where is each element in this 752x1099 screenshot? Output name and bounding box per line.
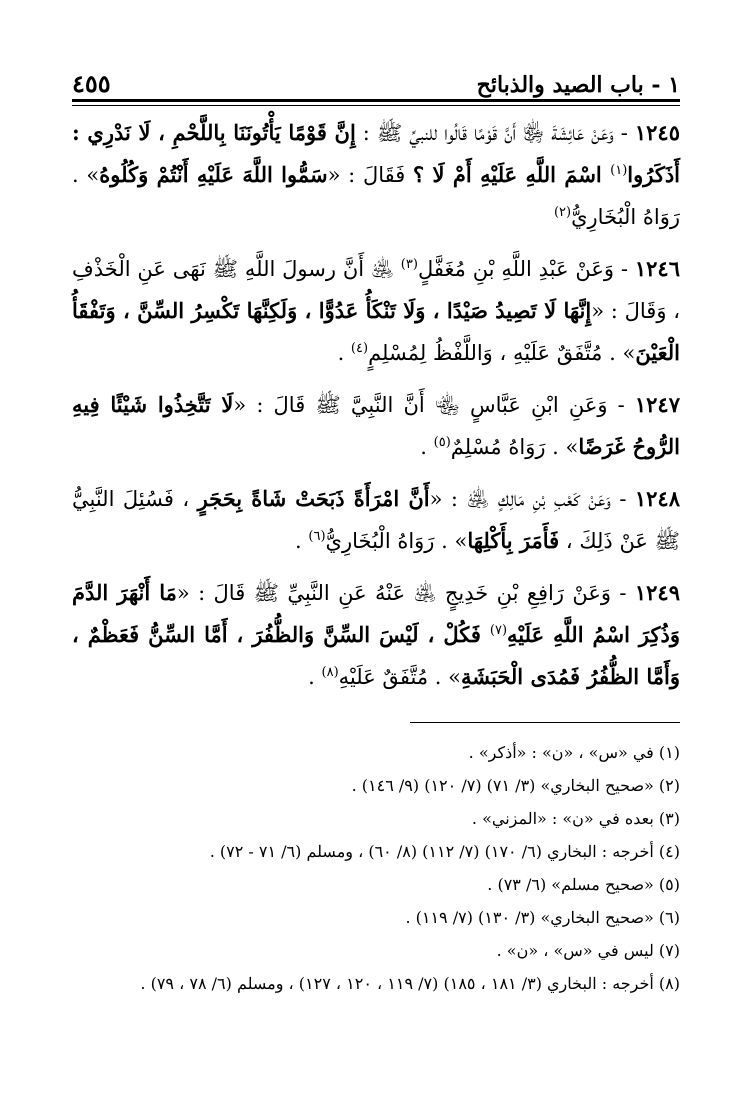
- hadith-quote: مَا أَنْهَرَ الدَّمَ وَذُكِرَ اسْمُ اللَّهِ عَلَيْهِ: [72, 580, 680, 647]
- hadith-quote: فَأَمَرَ بِأَكْلِهَا: [467, 528, 560, 553]
- hadith-source: » . مُتَّفَقٌ عَلَيْهِ: [338, 665, 462, 689]
- footnote-2: (٢) «صحيح البخاري» (٣/ ٧١) (٧/ ١٢٠) (٩/ ١٤٦) .: [351, 776, 680, 795]
- hadith-1246: ١٢٤٦ - وَعَنْ عَبْدِ اللَّهِ بْنِ مُغَفَّلٍ$^{(٣)}$ ﵁ أَنَّ رسولَ اللَّهِ ﷺ نَهَى عَنِ الْخَذْفِ ، وَقَالَ : «إِنَّهَا لَا تَصِيدُ صَيْدًا ، وَلَا تَنْكَأُ عَدُوًّا ، وَلَكِنَّهَا تَكْسِرُ السِّنَّ ، وَتَفْقَأُ الْعَيْنَ» . مُتَّفَقٌ عَلَيْهِ ، وَاللَّفْظُ لِمُسْلِمٍ$^{(٤)}$ .: [72, 256, 680, 365]
- hadith-number: ١٢٤٩: [634, 580, 680, 605]
- hadith-quote: لَا تَتَّخِذُوا شَيْئًا فِيهِ الرُّوحُ غَرَضًا: [72, 392, 680, 459]
- page-header: [72, 56, 680, 96]
- footnote-ref: (٦): [308, 529, 326, 544]
- footnote-3: (٣) بعده في «ن» : «المزني» .: [471, 809, 680, 828]
- footnotes: [72, 736, 680, 1000]
- footnote-ref: (٤): [350, 341, 369, 356]
- hadith-number: ١٢٤٦: [634, 256, 680, 281]
- hadith-source: » . رَوَاهُ مُسْلِمٌ: [450, 435, 579, 459]
- hadith-source: » . رَوَاهُ الْبُخَارِيُّ: [72, 163, 680, 229]
- footnote-7: (٧) ليس في «س» ، «ن» .: [496, 941, 680, 960]
- hadith-1248: ١٢٤٨ - وَعَنْ كَعْبِ بْنِ مَالِكٍ ﵁ : «أَنَّ امْرَأَةً ذَبَحَتْ شَاةً بِحَجَرٍ ، فَسُئِلَ النَّبِيُّ ﷺ عَنْ ذَلِكَ ، فَأَمَرَ بِأَكْلِهَا» . رَوَاهُ الْبُخَارِيُّ$^{(٦)}$ .: [72, 486, 680, 553]
- hadith-1245: [72, 112, 680, 238]
- hadith-text: - وَعَنْ رَافِعِ بْنِ خَدِيجٍ ﵁ عَنْهُ عَنِ النَّبِيِّ ﷺ قَالَ : «: [176, 581, 635, 605]
- page-number: ٤٥٥: [72, 69, 111, 98]
- hadith-quote: اسْمَ اللَّهِ عَلَيْهِ أَمْ لَا ؟: [413, 162, 611, 187]
- hadith-1249: ١٢٤٩ - وَعَنْ رَافِعِ بْنِ خَدِيجٍ ﵁ عَنْهُ عَنِ النَّبِيِّ ﷺ قَالَ : «مَا أَنْهَرَ الدَّمَ وَذُكِرَ اسْمُ اللَّهِ عَلَيْهِ$^{(٧)}$ فَكُلْ ، لَيْسَ السِّنَّ وَالظُّفُرَ ، أَمَّا السِّنُّ فَعَظْمٌ ، وَأَمَّا الظُّفُرُ فَمُدَى الْحَبَشَةِ» . مُتَّفَقٌ عَلَيْهِ$^{(٨)}$ .: [72, 580, 680, 689]
- footnote-ref: (٨): [321, 665, 339, 680]
- hadith-number: ١٢٤٧: [634, 392, 680, 417]
- footnote-ref: (٣): [400, 257, 418, 272]
- hadith-number: ١٢٤٥: [634, 120, 680, 145]
- hadith-text: - وَعَنِ ابْنِ عَبَّاسٍ ﵄ أَنَّ النَّبِيَّ ﷺ قَالَ : «: [233, 393, 635, 417]
- footnote-6: (٦) «صحيح البخاري» (٣/ ١٣٠) (٧/ ١١٩) .: [405, 908, 680, 927]
- hadith-1247: ١٢٤٧ - وَعَنِ ابْنِ عَبَّاسٍ ﵄ أَنَّ النَّبِيَّ ﷺ قَالَ : «لَا تَتَّخِذُوا شَيْئًا فِيهِ الرُّوحُ غَرَضًا» . رَوَاهُ مُسْلِمٌ$^{(٥)}$ .: [72, 392, 680, 459]
- hadith-quote: إِنَّ قَوْمًا يَأْتُونَنَا بِاللَّحْمِ ، لَا نَدْرِي : أَذَكَرُوا: [72, 120, 681, 187]
- running-head: ١ - باب الصيد والذبائح: [476, 72, 680, 98]
- header-rule: [72, 99, 680, 106]
- main-text: [72, 112, 680, 708]
- hadith-text: - وَعَنْ عَائِشَةَ ﵂ أَنَّ قَوْمًا قَالُوا للنبيِّ ﷺ :: [355, 121, 635, 145]
- footnote-1: (١) في «س» ، «ن» : «أذكر» .: [468, 743, 680, 762]
- hadith-source: » . مُتَّفَقٌ عَلَيْهِ ، وَاللَّفْظُ لِمُسْلِمٍ: [368, 341, 636, 365]
- footnote-ref: (٧): [489, 623, 508, 638]
- hadith-text: ﵁ أَنَّ رسولَ اللَّهِ ﷺ نَهَى عَنِ الْخَذْفِ ، وَقَالَ : «: [72, 257, 680, 323]
- footnote-rule: [410, 722, 680, 723]
- hadith-quote: فَكُلْ ، لَيْسَ السِّنَّ وَالظُّفُرَ ، أَمَّا السِّنُّ فَعَظْمٌ ، وَأَمَّا الظُّفُرُ فَمُدَى الْحَبَشَةِ: [72, 622, 680, 689]
- hadith-quote: أَنَّ امْرَأَةً ذَبَحَتْ شَاةً بِحَجَرٍ: [197, 486, 430, 511]
- hadith-number: ١٢٤٨: [634, 486, 680, 511]
- footnote-ref: (٢): [553, 205, 572, 220]
- footnote-ref: (١): [610, 163, 628, 178]
- footnote-8: (٨) أخرجه : البخاري (٣/ ١٨١ ، ١٨٥) (٧/ ١١٩ ، ١٢٠ ، ١٢٧) ، ومسلم (٦/ ٧٨ ، ٧٩) .: [140, 974, 680, 993]
- hadith-source: » . رَوَاهُ الْبُخَارِيُّ: [325, 529, 468, 553]
- hadith-text: - وَعَنْ عَبْدِ اللَّهِ بْنِ مُغَفَّلٍ: [417, 257, 635, 281]
- hadith-text: فَقَالَ : «: [327, 163, 414, 187]
- hadith-text: - وَعَنْ كَعْبِ بْنِ مَالِكٍ ﵁ : «: [429, 487, 635, 511]
- footnote-5: (٥) «صحيح مسلم» (٦/ ٧٣) .: [487, 875, 680, 894]
- hadith-quote: إِنَّهَا لَا تَصِيدُ صَيْدًا ، وَلَا تَنْكَأُ عَدُوًّا ، وَلَكِنَّهَا تَكْسِرُ السِّنَّ ، وَتَفْقَأُ الْعَيْنَ: [72, 298, 680, 365]
- footnote-ref: (٥): [433, 435, 451, 450]
- hadith-text: ، فَسُئِلَ النَّبِيُّ ﷺ عَنْ ذَلِكَ ،: [72, 487, 680, 553]
- footnote-4: (٤) أخرجه : البخاري (٦/ ١٧٠) (٧/ ١١٢) (٨/ ٦٠) ، ومسلم (٦/ ٧١ - ٧٢) .: [209, 842, 680, 861]
- hadith-quote: سَمُّوا اللَّهَ عَلَيْهِ أَنْتُمْ وَكُلُوهُ: [99, 162, 328, 187]
